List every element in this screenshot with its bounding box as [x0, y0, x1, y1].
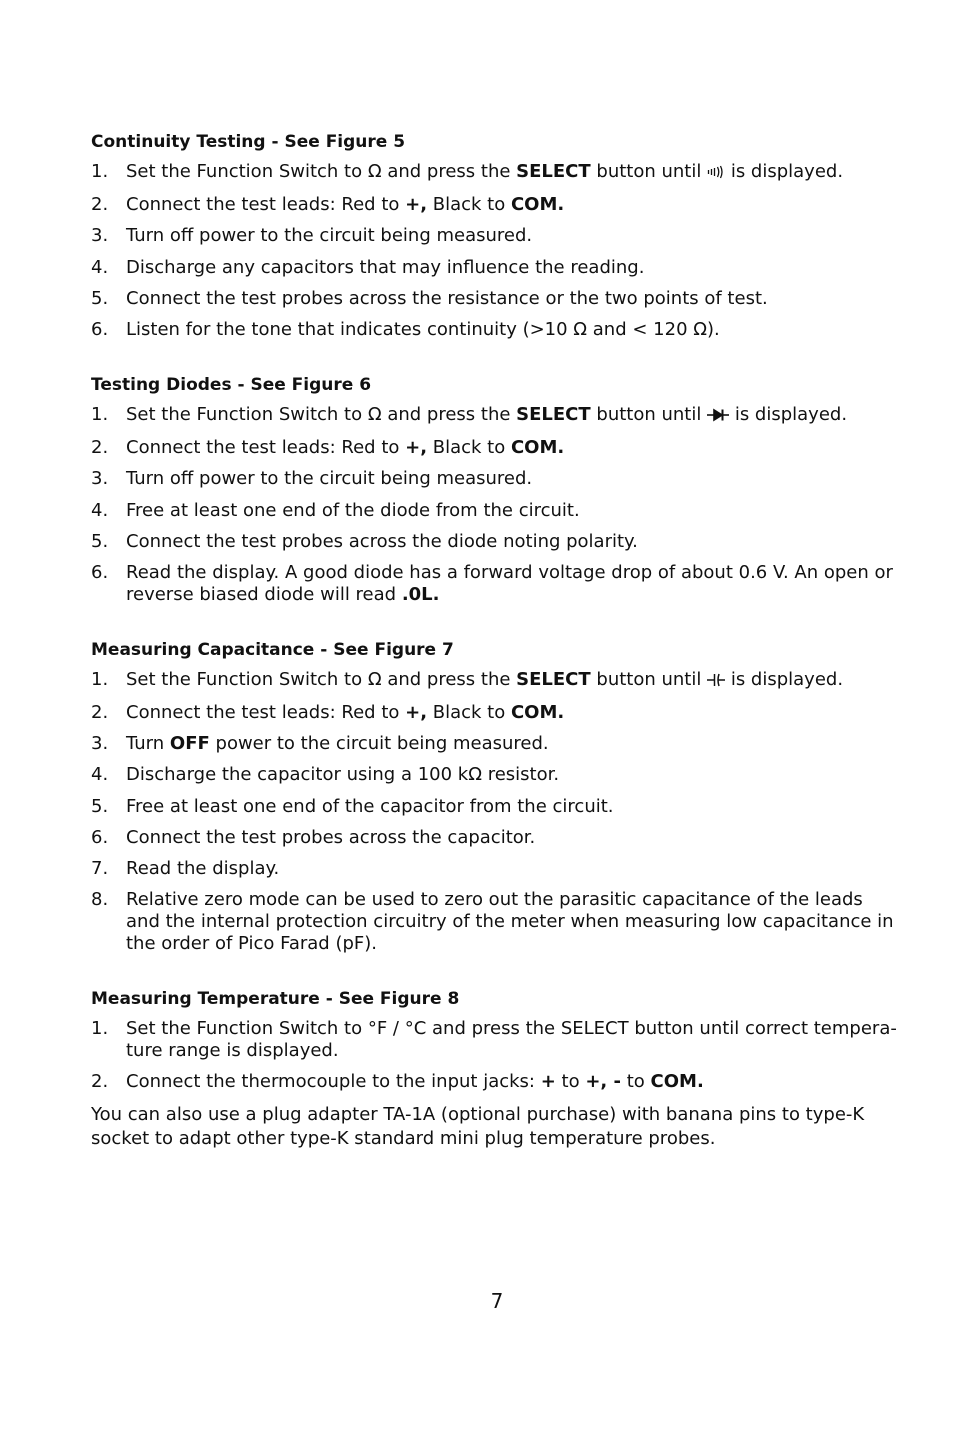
list-item: 3. Turn off power to the circuit being measured.	[91, 225, 533, 247]
list-item: 2. Connect the test leads: Red to +, Black to COM.	[91, 437, 565, 459]
list-item: 1. Set the Function Switch to Ω and press the SELECT button until is displayed.	[91, 669, 899, 693]
section-heading: Testing Diodes - See Figure 6	[91, 374, 372, 395]
list-item: 3. Turn off power to the circuit being measured.	[91, 468, 533, 490]
steps-list	[91, 1018, 899, 1093]
list-item: 1. Set the Function Switch to Ω and press the SELECT button until is displayed.	[91, 404, 899, 428]
page-number: 7	[490, 1289, 504, 1313]
section-heading: Measuring Capacitance - See Figure 7	[91, 639, 454, 660]
list-item: 1. Set the Function Switch to °F / °C and press the SELECT button until correct tempera-ture range is displayed.	[91, 1018, 897, 1062]
steps-list	[91, 161, 899, 341]
list-item: 8. Relative zero mode can be used to zero out the parasitic capacitance of the leads and the internal protection circuitry of the meter when measuring low capacitance in the order of Pico Farad (pF).	[91, 889, 894, 955]
measuring-capacitance-section	[91, 638, 899, 955]
list-item: 2. Connect the test leads: Red to +, Black to COM.	[91, 194, 565, 216]
steps-list	[91, 404, 899, 606]
list-item: 3. Turn OFF power to the circuit being measured.	[91, 733, 549, 755]
continuity-testing-section	[91, 130, 899, 341]
list-item: 4. Discharge any capacitors that may influence the reading.	[91, 256, 645, 278]
section-heading: Measuring Temperature - See Figure 8	[91, 989, 460, 1010]
list-item: 2. Connect the thermocouple to the input jacks: + to +, - to COM.	[91, 1071, 704, 1093]
list-item: 5. Connect the test probes across the diode noting polarity.	[91, 530, 638, 552]
list-item: 2. Connect the test leads: Red to +, Black to COM.	[91, 702, 565, 724]
list-item: 7. Read the display.	[91, 858, 280, 879]
list-item: 4. Discharge the capacitor using a 100 kΩ resistor.	[91, 764, 560, 786]
list-item: 4. Free at least one end of the diode from the circuit.	[91, 499, 580, 521]
list-item: 5. Connect the test probes across the resistance or the two points of test.	[91, 287, 768, 309]
continuity-beeper-icon	[707, 163, 725, 185]
list-item: 5. Free at least one end of the capacitor from the circuit.	[91, 795, 614, 817]
measuring-temperature-section	[91, 987, 899, 1150]
list-item: 1. Set the Function Switch to Ω and press the SELECT button until is displayed.	[91, 161, 899, 185]
manual-page	[91, 130, 899, 1183]
capacitor-icon	[707, 671, 725, 693]
list-item: 6. Connect the test probes across the capacitor.	[91, 826, 536, 848]
testing-diodes-section	[91, 373, 899, 606]
list-item: 6. Read the display. A good diode has a forward voltage drop of about 0.6 V. An open or reverse biased diode will read .0L.	[91, 561, 893, 605]
section-heading: Continuity Testing - See Figure 5	[91, 132, 406, 152]
list-item: 6. Listen for the tone that indicates continuity (>10 Ω and < 120 Ω).	[91, 318, 720, 340]
steps-list	[91, 669, 899, 955]
temperature-adapter-note: You can also use a plug adapter TA-1A (optional purchase) with banana pins to type-K socket to adapt other type-K standard mini plug temperature probes.	[91, 1103, 865, 1149]
diode-icon	[707, 406, 729, 428]
